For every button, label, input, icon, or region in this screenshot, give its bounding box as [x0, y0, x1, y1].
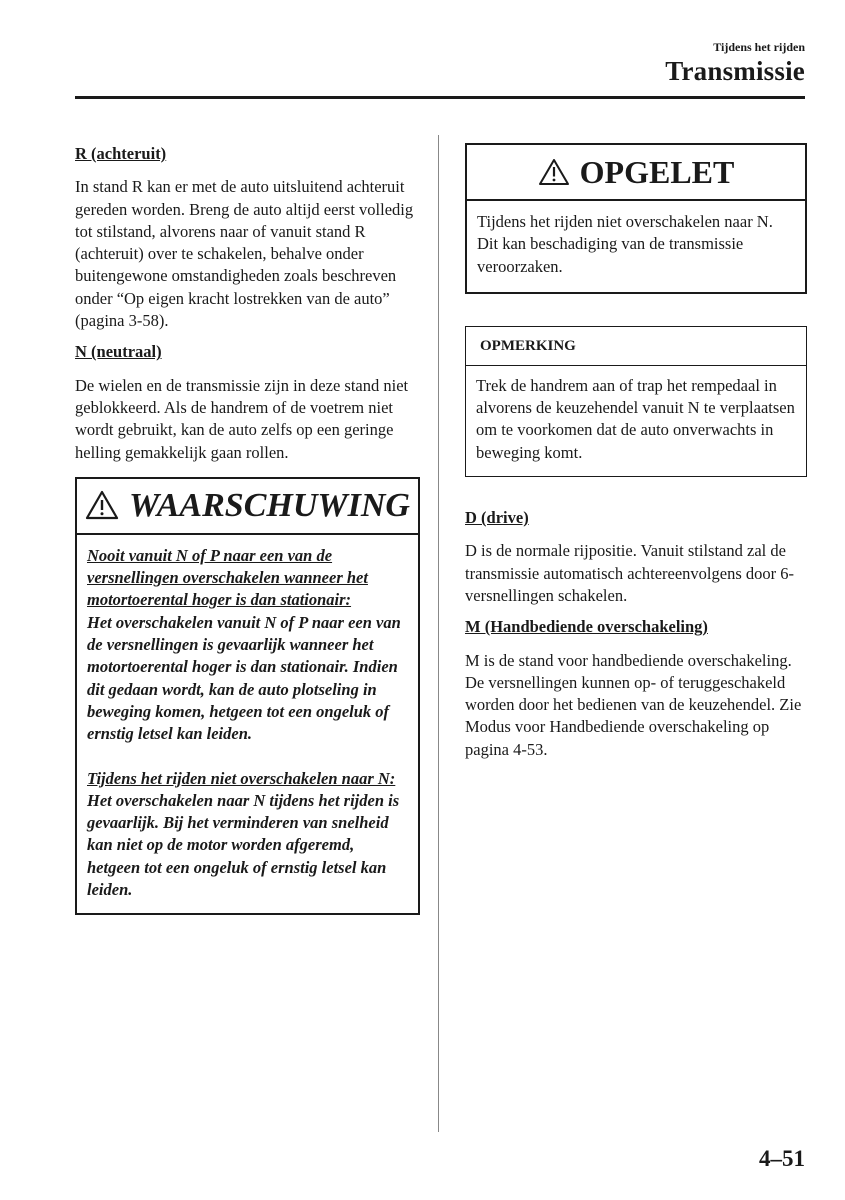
warning-item2-text: Het overschakelen naar N tijdens het rijden is gevaarlijk. Bij het verminderen van snelheid kan niet op de motor worden afgeremd, hetgeen tot een ongeluk of ernstig letsel kan leiden.: [87, 790, 400, 900]
page-title: Transmissie: [665, 56, 805, 86]
caution-text: Tijdens het rijden niet overschakelen naar N. Dit kan beschadiging van de transmissie veroorzaken.: [477, 212, 773, 276]
warning-item1-heading: Nooit vanuit N of P naar een van de versnellingen overschakelen wanneer het motortoerental hoger is dan stationair:: [87, 545, 368, 610]
left-column: [75, 143, 420, 915]
warning-box: [75, 477, 420, 915]
note-box: [465, 326, 807, 477]
heading-n: N (neutraal): [75, 342, 162, 362]
heading-d: D (drive): [465, 508, 529, 528]
header-rule: [75, 96, 805, 99]
column-divider: [438, 135, 439, 1132]
warning-header: [77, 479, 418, 535]
paragraph-d: D is de normale rijpositie. Vanuit stilstand zal de transmissie automatisch achtereenvolgens door 6-versnellingen schakelen.: [465, 541, 794, 605]
caution-header: [467, 145, 805, 201]
warning-triangle-icon: [538, 158, 570, 186]
warning-triangle-icon: [85, 490, 119, 521]
caution-title: OPGELET: [579, 153, 735, 190]
right-column: [465, 143, 807, 770]
note-text: Trek de handrem aan of trap het rempedaal in alvorens de keuzehendel vanuit N te verplaatsen om te voorkomen dat de auto onverwachts in beweging komt.: [476, 375, 795, 462]
warning-item1-text: Het overschakelen vanuit N of P naar een van de versnellingen is gevaarlijk wanneer het motortoerental hoger is dan stationair. Indien dit gedaan wordt, kan de auto plotseling in beweging komen, hetgeen tot een ongeluk of ernstig letsel kan leiden.: [87, 612, 401, 744]
paragraph-n: De wielen en de transmissie zijn in deze stand niet geblokkeerd. Als de handrem of de voetrem niet wordt gebruikt, kan de auto zelfs op een geringe helling gemakkelijk gaan rollen.: [75, 375, 409, 462]
warning-item2-heading: Tijdens het rijden niet overschakelen naar N:: [87, 768, 396, 788]
heading-r: R (achteruit): [75, 144, 167, 163]
heading-m: M (Handbediende overschakeling): [465, 617, 708, 637]
warning-title: WAARSCHUWING: [129, 486, 410, 524]
caution-box: [465, 143, 807, 294]
warning-body: [77, 535, 418, 913]
paragraph-m: M is de stand voor handbediende overschakeling. De versnellingen kunnen op- of teruggeschakeld worden door het bedienen van de keuzehendel. Zie Modus voor Handbediende overschakeling op pagina 4-53.: [465, 650, 802, 759]
note-title: OPMERKING: [466, 327, 806, 366]
paragraph-r: In stand R kan er met de auto uitsluitend achteruit gereden worden. Breng de auto altijd eerst volledig tot stilstand, alvorens naar of vanuit stand R (achteruit) over te schakelen, behalve onder buitengewone omstandigheden zoals beschreven onder “Op eigen kracht lostrekken van de auto” (pagina 3-58).: [75, 177, 414, 331]
page-number: 4–51: [759, 1146, 805, 1171]
section-label: Tijdens het rijden: [713, 40, 805, 54]
